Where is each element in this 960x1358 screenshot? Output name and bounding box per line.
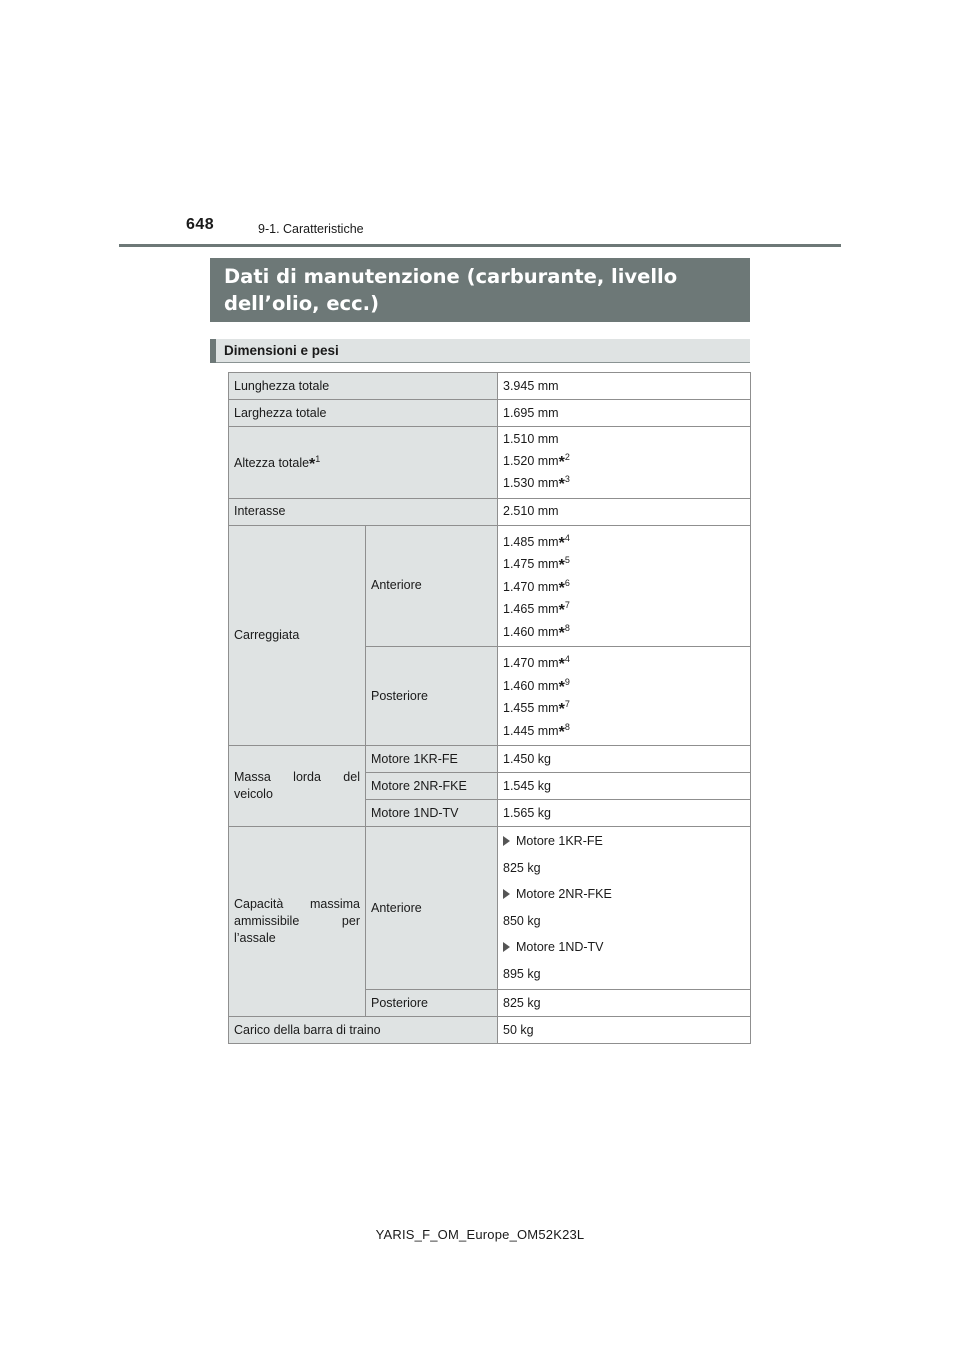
engine-name: Motore 2NR-FKE [516, 887, 612, 901]
footnote-star: * [558, 678, 565, 696]
table-row [229, 373, 751, 400]
altezza-label: Altezza totale [234, 456, 310, 471]
row-value: 1.695 mm [498, 400, 751, 427]
row-value: 1.450 kg [498, 746, 751, 773]
value-text: 1.445 mm [503, 723, 559, 738]
triangle-right-icon [503, 889, 510, 899]
value-text: 1.520 mm [503, 453, 559, 468]
page-number: 648 [186, 216, 215, 233]
row-label: Carico della barra di traino [229, 1017, 498, 1044]
value-line [503, 674, 745, 697]
footnote-number: 2 [564, 451, 570, 462]
footnote-star: * [558, 701, 565, 718]
footnote-star: * [558, 602, 565, 619]
value-line [503, 449, 745, 472]
row-value: 1.565 kg [498, 800, 751, 827]
value-text: 1.455 mm [503, 701, 559, 715]
massa-label: Massa lorda del veicolo [234, 770, 360, 801]
engine-name: Motore 1ND-TV [516, 940, 604, 954]
row-value: 1.545 kg [498, 773, 751, 800]
table-row [229, 400, 751, 427]
engine-name: Motore 1KR-FE [516, 834, 603, 848]
capacity-value: 895 kg [503, 966, 541, 981]
subheading-text: Dimensioni e pesi [224, 343, 339, 358]
value-text: 1.470 mm [503, 579, 559, 594]
footnote-star: * [558, 557, 565, 574]
value-line [503, 431, 745, 449]
page-title-line-2: dell’olio, ecc.) [224, 292, 379, 315]
footnote-number: 8 [564, 622, 570, 633]
value-text: 1.460 mm [503, 678, 559, 693]
footnote-star: * [558, 476, 565, 493]
footnote-number: 4 [564, 532, 570, 543]
footnote-number: 1 [315, 454, 321, 465]
page-title-line-1: Dati di manutenzione (carburante, livello [224, 265, 678, 288]
footnote-number: 8 [564, 721, 570, 732]
value-line [503, 620, 745, 643]
footnote-star: * [558, 624, 565, 642]
value-line [503, 471, 745, 494]
section-subheading [210, 339, 750, 363]
capacita-label: Capacità massima ammissibile per l’assale [234, 897, 360, 945]
value-line [503, 719, 745, 742]
row-label: Carreggiata [229, 525, 366, 746]
table-row [229, 427, 751, 499]
table-row [229, 498, 751, 525]
footnote-star: * [558, 579, 565, 597]
footnote-star: * [558, 534, 565, 552]
footnote-number: 5 [564, 555, 570, 565]
footnote-star: * [558, 656, 565, 673]
engine-line [503, 886, 745, 904]
value-text: 1.475 mm [503, 557, 559, 571]
capacity-value: 825 kg [503, 860, 541, 875]
value-text: 1.485 mm [503, 534, 559, 549]
sub-label: Motore 2NR-FKE [366, 773, 498, 800]
value-line [503, 597, 745, 620]
sub-label: Motore 1KR-FE [366, 746, 498, 773]
value-text: 1.510 mm [503, 432, 559, 446]
footnote-number: 6 [564, 577, 570, 588]
footnote-number: 7 [564, 600, 570, 610]
row-value [498, 647, 751, 746]
row-label: Interasse [229, 498, 498, 525]
value-text: 1.465 mm [503, 602, 559, 616]
footnote-number: 7 [564, 699, 570, 709]
row-value: 825 kg [498, 990, 751, 1017]
section-label: 9-1. Caratteristiche [258, 222, 364, 236]
table-row [229, 746, 751, 773]
value-line [503, 575, 745, 598]
value-line [503, 651, 745, 674]
row-label [229, 427, 498, 499]
value-line [503, 552, 745, 575]
row-value [498, 827, 751, 990]
row-value: 2.510 mm [498, 498, 751, 525]
row-value: 3.945 mm [498, 373, 751, 400]
subheading-accent-bar [210, 339, 216, 363]
table-row [229, 1017, 751, 1044]
value-text: 1.460 mm [503, 624, 559, 639]
row-value [498, 525, 751, 647]
row-value [498, 427, 751, 499]
page-title [210, 258, 750, 322]
engine-line [503, 939, 745, 957]
sub-label: Motore 1ND-TV [366, 800, 498, 827]
row-label: Larghezza totale [229, 400, 498, 427]
value-line [503, 696, 745, 719]
value-line [503, 530, 745, 553]
sub-label: Posteriore [366, 990, 498, 1017]
footnote-number: 9 [564, 676, 570, 687]
footnote-star: * [309, 456, 316, 474]
footnote-star: * [558, 453, 565, 471]
row-value: 50 kg [498, 1017, 751, 1044]
footnote-number: 3 [564, 474, 570, 484]
sub-label: Anteriore [366, 525, 498, 647]
row-label [229, 746, 366, 827]
triangle-right-icon [503, 836, 510, 846]
row-label [229, 827, 366, 1017]
footnote-number: 4 [564, 654, 570, 664]
specs-table [228, 372, 751, 1044]
table-row [229, 827, 751, 990]
value-text: 1.530 mm [503, 476, 559, 490]
sub-label: Posteriore [366, 647, 498, 746]
table-row [229, 525, 751, 647]
engine-line [503, 833, 745, 851]
sub-label: Anteriore [366, 827, 498, 990]
document-footer: YARIS_F_OM_Europe_OM52K23L [375, 1227, 585, 1242]
footnote-star: * [558, 723, 565, 741]
value-text: 1.470 mm [503, 656, 559, 670]
row-label: Lunghezza totale [229, 373, 498, 400]
triangle-right-icon [503, 942, 510, 952]
capacity-value: 850 kg [503, 913, 541, 928]
header-divider [119, 244, 841, 247]
